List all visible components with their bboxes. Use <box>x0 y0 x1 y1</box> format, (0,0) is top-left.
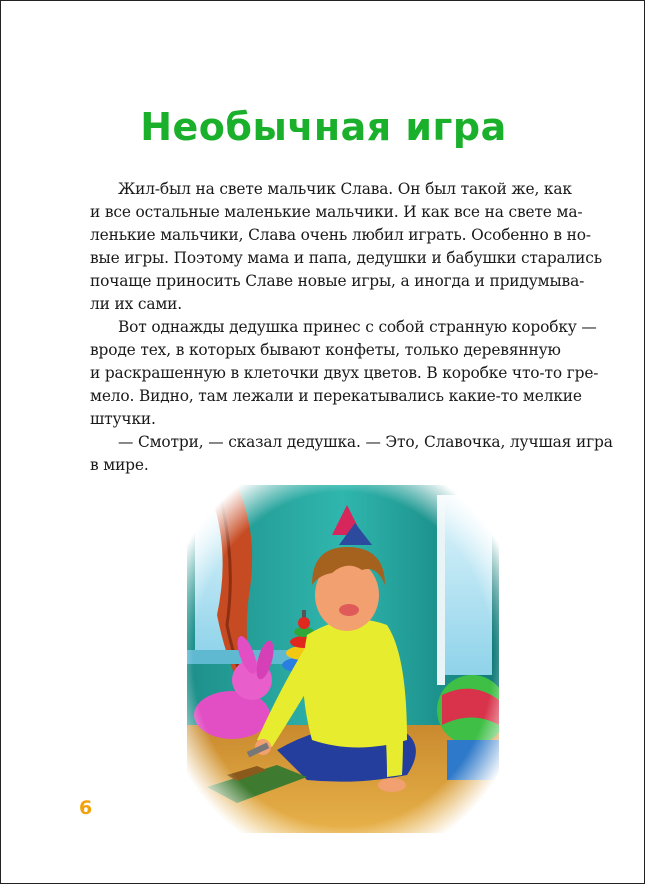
text-line: Вот однажды дедушка принес с собой странную коробку — <box>118 318 597 336</box>
text-line: штучки. <box>90 410 156 428</box>
text-line: и раскрашенную в клеточки двух цветов. В коробке что-то гре- <box>90 364 599 382</box>
text-line: вроде тех, в которых бывают конфеты, только деревянную <box>90 341 561 359</box>
text-line: почаще приносить Славе новые игры, а иногда и придумыва- <box>90 272 585 290</box>
text-line: и все остальные маленькие мальчики. И как все на свете ма- <box>90 203 583 221</box>
page-number: 6 <box>79 797 93 819</box>
text-line: ли их сами. <box>90 295 183 313</box>
text-line: вые игры. Поэтому мама и папа, дедушки и бабушки старались <box>90 249 602 267</box>
text-line: мело. Видно, там лежали и перекатывались какие-то мелкие <box>90 387 582 405</box>
boy-playing-with-wooden-box-illustration <box>187 485 499 833</box>
page-title: Необычная игра <box>140 105 507 149</box>
text-line: ленькие мальчики, Слава очень любил играть. Особенно в но- <box>90 226 591 244</box>
story-text <box>90 178 613 477</box>
text-line: — Смотри, — сказал дедушка. — Это, Славочка, лучшая игра <box>118 433 613 451</box>
text-line: в мире. <box>90 456 149 474</box>
text-line: Жил-был на свете мальчик Слава. Он был такой же, как <box>118 180 572 198</box>
